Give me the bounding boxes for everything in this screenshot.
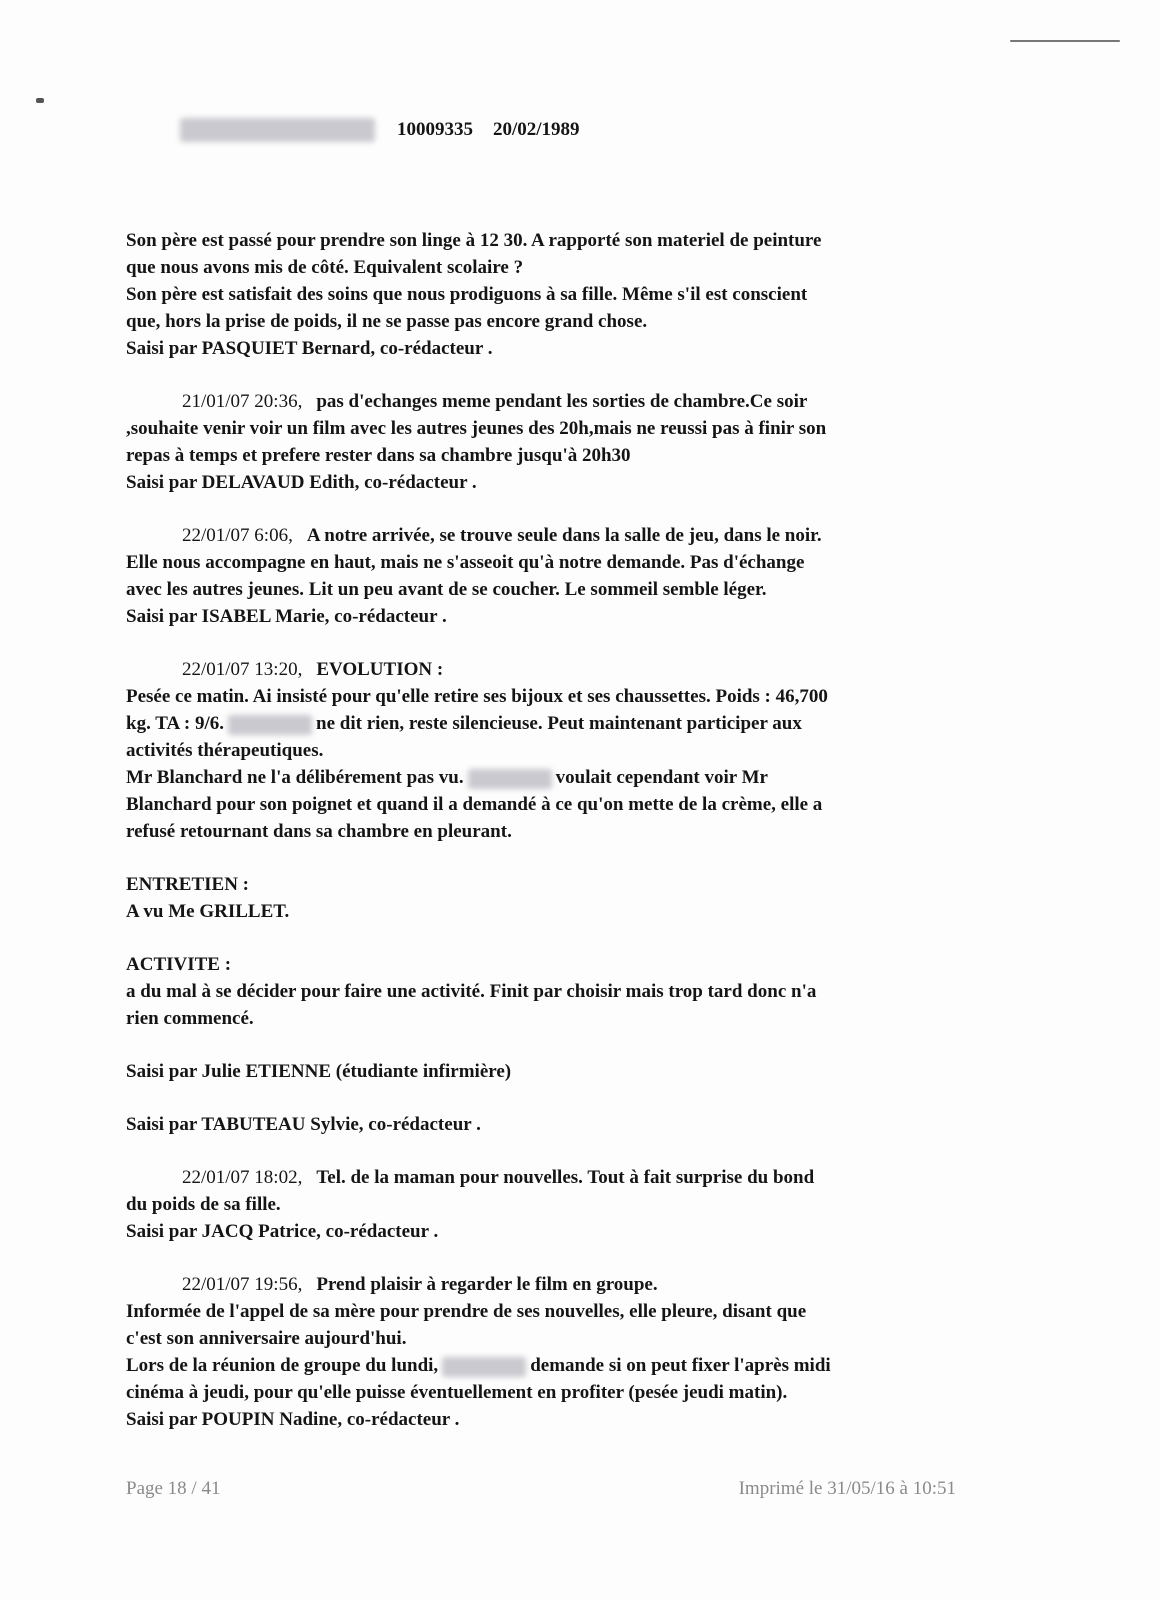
- redacted-name: [180, 118, 375, 142]
- note-line: A vu Me GRILLET.: [126, 901, 290, 922]
- note-line: refusé retournant dans sa chambre en pleurant.: [126, 821, 512, 842]
- note-line: que nous avons mis de côté. Equivalent scolaire ?: [126, 257, 524, 278]
- note-line: Elle nous accompagne en haut, mais ne s'asseoit qu'à notre demande. Pas d'échange: [126, 552, 805, 573]
- birth-date: 20/02/1989: [493, 119, 580, 140]
- note-signature: Saisi par DELAVAUD Edith, co-rédacteur .: [126, 472, 477, 493]
- print-timestamp: Imprimé le 31/05/16 à 10:51: [738, 1478, 956, 1499]
- note-entry: [126, 1164, 996, 1245]
- note-line: ,souhaite venir voir un film avec les autres jeunes des 20h,mais ne reussi pas à finir son: [126, 418, 827, 439]
- note-entry: [126, 227, 996, 362]
- note-line: Mr Blanchard ne l'a délibérement pas vu. voulait cependant voir Mr: [126, 767, 768, 788]
- note-line: Informée de l'appel de sa mère pour prendre de ses nouvelles, elle pleure, disant que: [126, 1301, 807, 1322]
- note-line: que, hors la prise de poids, il ne se passe pas encore grand chose.: [126, 311, 648, 332]
- scan-line: [1010, 40, 1120, 42]
- redacted-name: [468, 769, 552, 789]
- note-line: Lors de la réunion de groupe du lundi, demande si on peut fixer l'après midi: [126, 1355, 831, 1376]
- note-line: cinéma à jeudi, pour qu'elle puisse éventuellement en profiter (pesée jeudi matin).: [126, 1382, 788, 1403]
- page-number: Page 18 / 41: [126, 1478, 221, 1499]
- note-timestamp: 22/01/07 19:56,: [182, 1274, 303, 1295]
- note-entry: [126, 522, 996, 630]
- note-line: du poids de sa fille.: [126, 1194, 281, 1215]
- note-line: activités thérapeutiques.: [126, 740, 324, 761]
- note-entry-evolution: [126, 656, 996, 1138]
- redacted-name: [442, 1357, 526, 1377]
- note-line: Tel. de la maman pour nouvelles. Tout à fait surprise du bond: [316, 1167, 815, 1188]
- redacted-name: [228, 715, 312, 735]
- page-footer: [126, 1478, 956, 1500]
- note-line: Son père est satisfait des soins que nous prodiguons à sa fille. Même s'il est conscient: [126, 284, 808, 305]
- note-timestamp: 22/01/07 13:20,: [182, 659, 303, 680]
- section-title: EVOLUTION :: [316, 659, 444, 680]
- note-signature: Saisi par PASQUIET Bernard, co-rédacteur .: [126, 338, 493, 359]
- record-id: 10009335: [397, 119, 473, 140]
- scan-speck: [36, 98, 44, 103]
- note-entry: [126, 388, 996, 496]
- note-signature: Saisi par TABUTEAU Sylvie, co-rédacteur .: [126, 1114, 481, 1135]
- note-line: a du mal à se décider pour faire une activité. Finit par choisir mais trop tard donc n'a: [126, 981, 817, 1002]
- note-line: Blanchard pour son poignet et quand il a demandé à ce qu'on mette de la crème, elle a: [126, 794, 823, 815]
- notes-body: [126, 227, 996, 1433]
- note-line: A notre arrivée, se trouve seule dans la salle de jeu, dans le noir.: [306, 525, 822, 546]
- note-line: rien commencé.: [126, 1008, 254, 1029]
- note-timestamp: 22/01/07 6:06,: [182, 525, 293, 546]
- section-title: ENTRETIEN :: [126, 874, 249, 895]
- note-signature: Saisi par ISABEL Marie, co-rédacteur .: [126, 606, 447, 627]
- note-line: repas à temps et prefere rester dans sa chambre jusqu'à 20h30: [126, 445, 631, 466]
- note-line: kg. TA : 9/6. ne dit rien, reste silencieuse. Peut maintenant participer aux: [126, 713, 802, 734]
- note-line: pas d'echanges meme pendant les sorties de chambre.Ce soir: [316, 391, 808, 412]
- note-line: Pesée ce matin. Ai insisté pour qu'elle retire ses bijoux et ses chaussettes. Poids : 46,700: [126, 686, 828, 707]
- note-signature: Saisi par POUPIN Nadine, co-rédacteur .: [126, 1409, 460, 1430]
- note-signature: Saisi par Julie ETIENNE (étudiante infirmière): [126, 1061, 512, 1082]
- document-header: [180, 118, 580, 142]
- note-line: c'est son anniversaire aujourd'hui.: [126, 1328, 407, 1349]
- note-timestamp: 22/01/07 18:02,: [182, 1167, 303, 1188]
- note-line: avec les autres jeunes. Lit un peu avant de se coucher. Le sommeil semble léger.: [126, 579, 767, 600]
- note-entry: [126, 1271, 996, 1433]
- section-title: ACTIVITE :: [126, 954, 232, 975]
- note-signature: Saisi par JACQ Patrice, co-rédacteur .: [126, 1221, 439, 1242]
- note-line: Son père est passé pour prendre son linge à 12 30. A rapporté son materiel de peinture: [126, 230, 822, 251]
- note-timestamp: 21/01/07 20:36,: [182, 391, 303, 412]
- note-line: Prend plaisir à regarder le film en groupe.: [316, 1274, 658, 1295]
